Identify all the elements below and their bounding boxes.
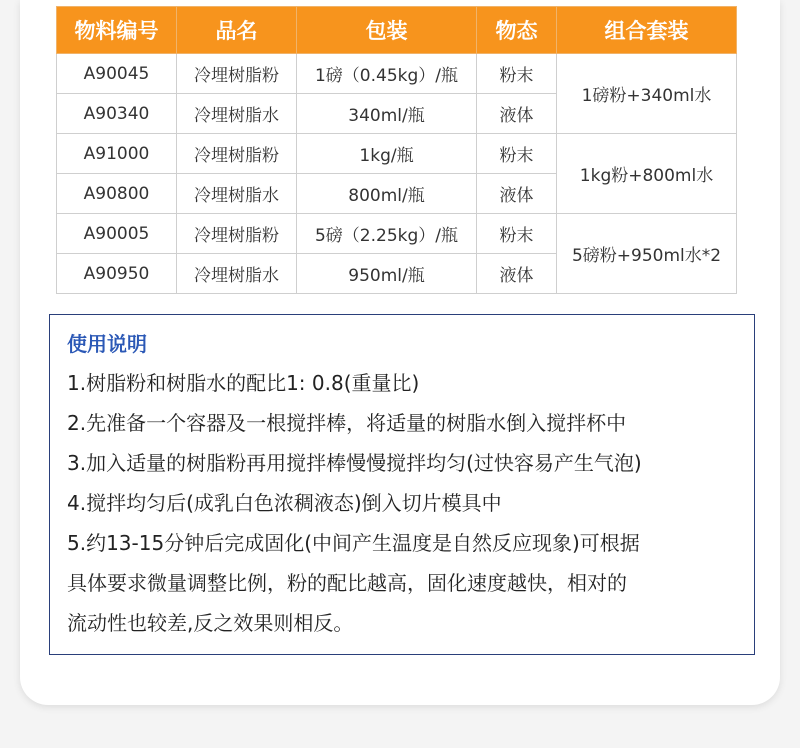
cell-package: 800ml/瓶: [297, 174, 477, 214]
cell-name: 冷埋树脂粉: [177, 134, 297, 174]
table-row: [57, 54, 737, 94]
header-state: 物态: [477, 7, 557, 54]
instruction-line: 3.加入适量的树脂粉再用搅拌棒慢慢搅拌均匀(过快容易产生气泡): [67, 451, 642, 475]
instruction-line: 4.搅拌均匀后(成乳白色浓稠液态)倒入切片模具中: [67, 491, 502, 515]
cell-code: A91000: [57, 134, 177, 174]
cell-code: A90045: [57, 54, 177, 94]
cell-state: 液体: [477, 174, 557, 214]
cell-state: 液体: [477, 94, 557, 134]
instructions-title: 使用说明: [67, 332, 147, 356]
header-name: 品名: [177, 7, 297, 54]
cell-name: 冷埋树脂粉: [177, 54, 297, 94]
cell-combo: 5磅粉+950ml水*2: [557, 214, 737, 294]
cell-combo: 1磅粉+340ml水: [557, 54, 737, 134]
cell-package: 950ml/瓶: [297, 254, 477, 294]
cell-name: 冷埋树脂水: [177, 174, 297, 214]
cell-package: 5磅（2.25kg）/瓶: [297, 214, 477, 254]
instruction-line: 流动性也较差,反之效果则相反。: [67, 611, 354, 635]
cell-code: A90950: [57, 254, 177, 294]
header-package: 包装: [297, 7, 477, 54]
instruction-line: 2.先准备一个容器及一根搅拌棒，将适量的树脂水倒入搅拌杯中: [67, 411, 627, 435]
instruction-line: 1.树脂粉和树脂水的配比1: 0.8(重量比): [67, 371, 420, 395]
cell-code: A90005: [57, 214, 177, 254]
cell-package: 1磅（0.45kg）/瓶: [297, 54, 477, 94]
cell-code: A90340: [57, 94, 177, 134]
usage-instructions-box: [49, 314, 755, 655]
cell-name: 冷埋树脂粉: [177, 214, 297, 254]
header-combo: 组合套装: [557, 7, 737, 54]
product-table: [56, 6, 737, 294]
cell-combo: 1kg粉+800ml水: [557, 134, 737, 214]
table-header-row: [57, 7, 737, 54]
cell-name: 冷埋树脂水: [177, 254, 297, 294]
cell-state: 粉末: [477, 134, 557, 174]
cell-package: 1kg/瓶: [297, 134, 477, 174]
table-row: [57, 134, 737, 174]
cell-state: 粉末: [477, 214, 557, 254]
cell-state: 液体: [477, 254, 557, 294]
cell-state: 粉末: [477, 54, 557, 94]
instruction-line: 具体要求微量调整比例，粉的配比越高，固化速度越快，相对的: [67, 571, 627, 595]
table-row: [57, 214, 737, 254]
cell-code: A90800: [57, 174, 177, 214]
instruction-line: 5.约13-15分钟后完成固化(中间产生温度是自然反应现象)可根据: [67, 531, 640, 555]
header-code: 物料编号: [57, 7, 177, 54]
cell-name: 冷埋树脂水: [177, 94, 297, 134]
cell-package: 340ml/瓶: [297, 94, 477, 134]
